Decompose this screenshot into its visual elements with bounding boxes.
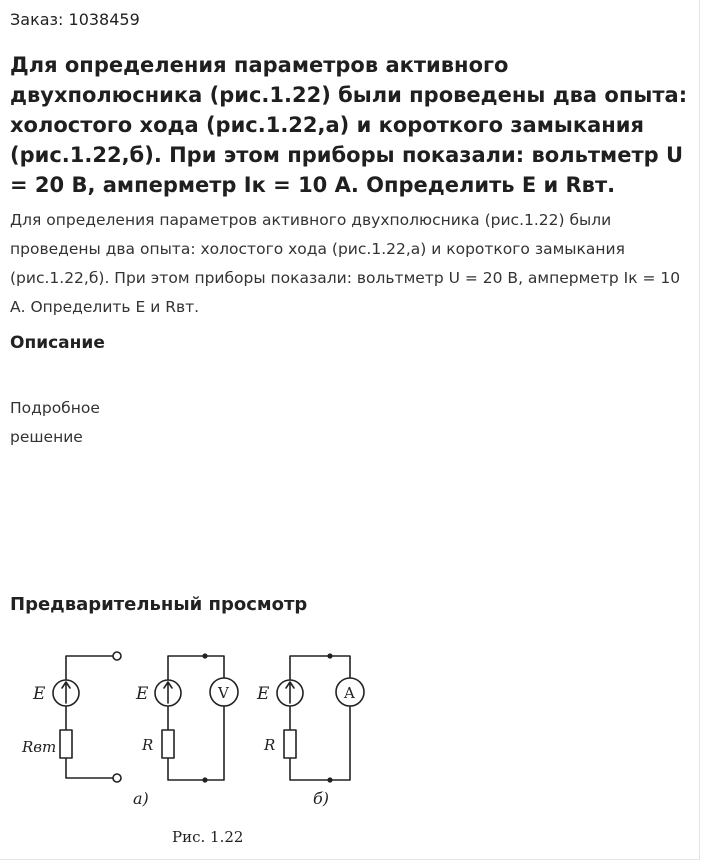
problem-text: Для определения параметров активного двухполюсника (рис.1.22) были проведены два опыта: холостого хода (рис.1.22,а) и короткого замыкания (рис.1.22,б). При этом приборы показали: вольтметр U = 20 В, амперметр Iк = 10 А. Определить E и Rвт. [10,211,681,316]
voltage-source-icon [155,680,181,706]
source-label: E [257,684,270,704]
meter-label: V [218,684,229,702]
source-label: E [33,684,46,704]
circuit-voltmeter [155,654,238,782]
resistor-icon [284,730,296,758]
voltage-source-icon [277,680,303,706]
sub-label: б) [313,789,330,808]
meter-label: A [344,684,355,702]
preview-heading: Предварительный просмотр [10,594,308,615]
circuit-figure [0,630,400,855]
description-line: решение [10,428,83,446]
description-body [10,394,140,452]
resistor-icon [162,730,174,758]
figure-caption: Рис. 1.22 [172,828,244,846]
resistor-label: R [264,736,276,754]
description-heading: Описание [10,333,105,353]
circuit-open [53,652,121,782]
resistor-label: Rвт [22,738,57,756]
order-number: Заказ: 1038459 [10,10,140,29]
voltage-source-icon [53,680,79,706]
problem-title: Для определения параметров активного двухполюсника (рис.1.22) были проведены два опыта: холостого хода (рис.1.22,а) и короткого замыкания (рис.1.22,б). При этом приборы показали: вольтметр U = 20 В, амперметр Iк = 10 А. Определить E и Rвт. [10,53,688,197]
source-label: E [136,684,149,704]
circuit-ammeter [277,654,364,782]
description-line: Подробное [10,399,100,417]
resistor-icon [60,730,72,758]
resistor-label: R [142,736,154,754]
sub-label: а) [133,789,149,808]
